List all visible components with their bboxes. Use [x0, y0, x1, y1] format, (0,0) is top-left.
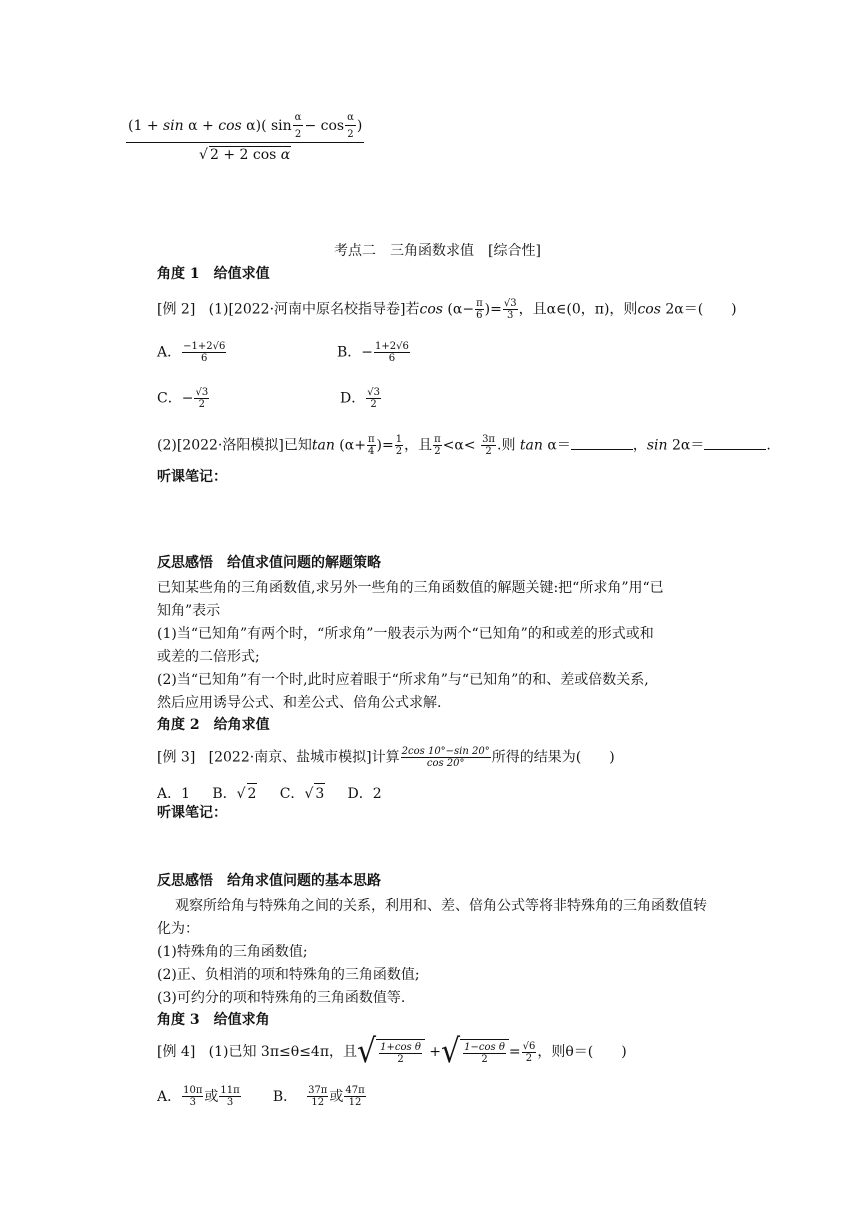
reflect1-line-1: 已知某些角的三角函数值,求另外一些角的三角函数值的解题关键:把“所求角”用“已 [157, 580, 664, 596]
top-formula [126, 112, 364, 163]
top-fraction [126, 112, 364, 163]
ex2-question-1: [例 2] (1)[2022·河南中原名校指导卷]若cos (α− $\frac{\pi}{6}$ )= $\frac{√3}{3}$ ，且α∈(0，π)，则cos 2α＝( ) [157, 298, 737, 321]
reflect1-line-5: (2)当“已知角”有一个时,此时应着眼于“所求角”与“已知角”的和、差或倍数关系, [157, 672, 649, 688]
reflect1-line-2: 知角”表示 [157, 603, 221, 619]
ex2-part1-source: (1)[2022·河南中原名校指导卷]若 [208, 301, 420, 318]
ex2-option-d: D． $\frac{√3}{2}$ [340, 387, 380, 410]
ex2-label: [例 2] [157, 301, 196, 318]
reflect2-line-4: (2)正、负相消的项和特殊角的三角函数值; [157, 967, 420, 983]
radical-1: √ $\frac{\text{1+cos θ}}{2}$ [357, 1037, 425, 1067]
ex3-option-a: A．1 [157, 786, 191, 802]
ex2-question-2: (2)[2022·洛阳模拟]已知tan (α+ $\frac{\pi}{4}$ )= $\frac{1}{2}$ ，且 $\frac{\pi}{2}$ <α< $\frac{3\pi}{2}$ .则 tan α＝ ，sin 2α＝ . [157, 434, 771, 457]
answer-blank-1[interactable] [571, 437, 633, 450]
ex2-option-c: C．− $\frac{√3}{2}$ [157, 387, 209, 410]
reflect2-heading: 反思感悟 给角求值问题的基本思路 [157, 873, 381, 889]
reflect1-line-4: 或差的二倍形式; [157, 649, 260, 665]
top-fraction-denominator: √ 2 + 2 cos α [199, 147, 291, 163]
ex2-option-a: A． $\frac{-1+2√6}{6}$ [157, 341, 226, 364]
reflect2-line-5: (3)可约分的项和特殊角的三角函数值等. [157, 990, 406, 1006]
angle1-heading: 角度 1 给值求值 [157, 266, 270, 282]
ex3-option-d: D．2 [347, 786, 382, 802]
answer-blank-2[interactable] [704, 437, 766, 450]
angle3-heading: 角度 3 给值求角 [157, 1012, 270, 1028]
notes-label-2: 听课笔记： [157, 805, 227, 821]
ex4-options [157, 1085, 367, 1108]
reflect1-heading: 反思感悟 给值求值问题的解题策略 [157, 555, 381, 571]
reflect2-line-1: 观察所给角与特殊角之间的关系，利用和、差、倍角公式等将非特殊角的三角函数值转 [175, 898, 707, 914]
notes-label-1: 听课笔记： [157, 469, 227, 485]
reflect1-line-6: 然后应用诱导公式、和差公式、倍角公式求解. [157, 695, 442, 711]
reflect2-line-3: (1)特殊角的三角函数值; [157, 944, 308, 960]
ex2-option-b: B．− $\frac{1+2√6}{6}$ [337, 341, 409, 364]
ex3-question: [例 3] [2022·南京、盐城市模拟]计算 $\frac{2\cos 10^\circ-\sin 20^\circ}{\cos 20^\circ}$ 所得的结果为( ) [157, 746, 615, 769]
ex2-part1-tail: ，且α∈(0，π)，则 [518, 301, 638, 318]
ex3-option-c: C．√ 3 [280, 786, 326, 802]
ex2-part1-end: 2α＝( ) [665, 301, 737, 318]
angle2-heading: 角度 2 给角求值 [157, 717, 270, 733]
ex4-option-b: B． $\frac{37\pi}{12}$ 或 $\frac{47\pi}{12}$ [272, 1085, 365, 1108]
section-title: 考点二 三角函数求值 [综合性] [334, 243, 541, 259]
reflect1-line-3: (1)当“已知角”有两个时，“所求角”一般表示为两个“已知角”的和或差的形式或和 [157, 626, 654, 642]
ex4-question: [例 4] (1)已知 3π≤θ≤4π，且 √ $\frac{\text{1+cos θ}}{2}$ + √ $\frac{\text{1−cos θ}}{2}$ = $\frac{√6}{2}$ ，则θ＝( ) [157, 1032, 627, 1071]
ex4-option-a: A． $\frac{10\pi}{3}$ 或 $\frac{11\pi}{3}$ [157, 1085, 240, 1108]
reflect2-line-2: 化为： [157, 921, 199, 937]
ex3-options [157, 783, 382, 804]
top-fraction-numerator: (1 + sin α + cos α)( sin $\frac{\alpha}{2}$ − cos $\frac{\alpha}{2}$ ) [126, 112, 364, 143]
radical-2: √ $\frac{\text{1−cos θ}}{2}$ [441, 1037, 509, 1067]
ex3-option-b: B．√ 2 [212, 786, 257, 802]
